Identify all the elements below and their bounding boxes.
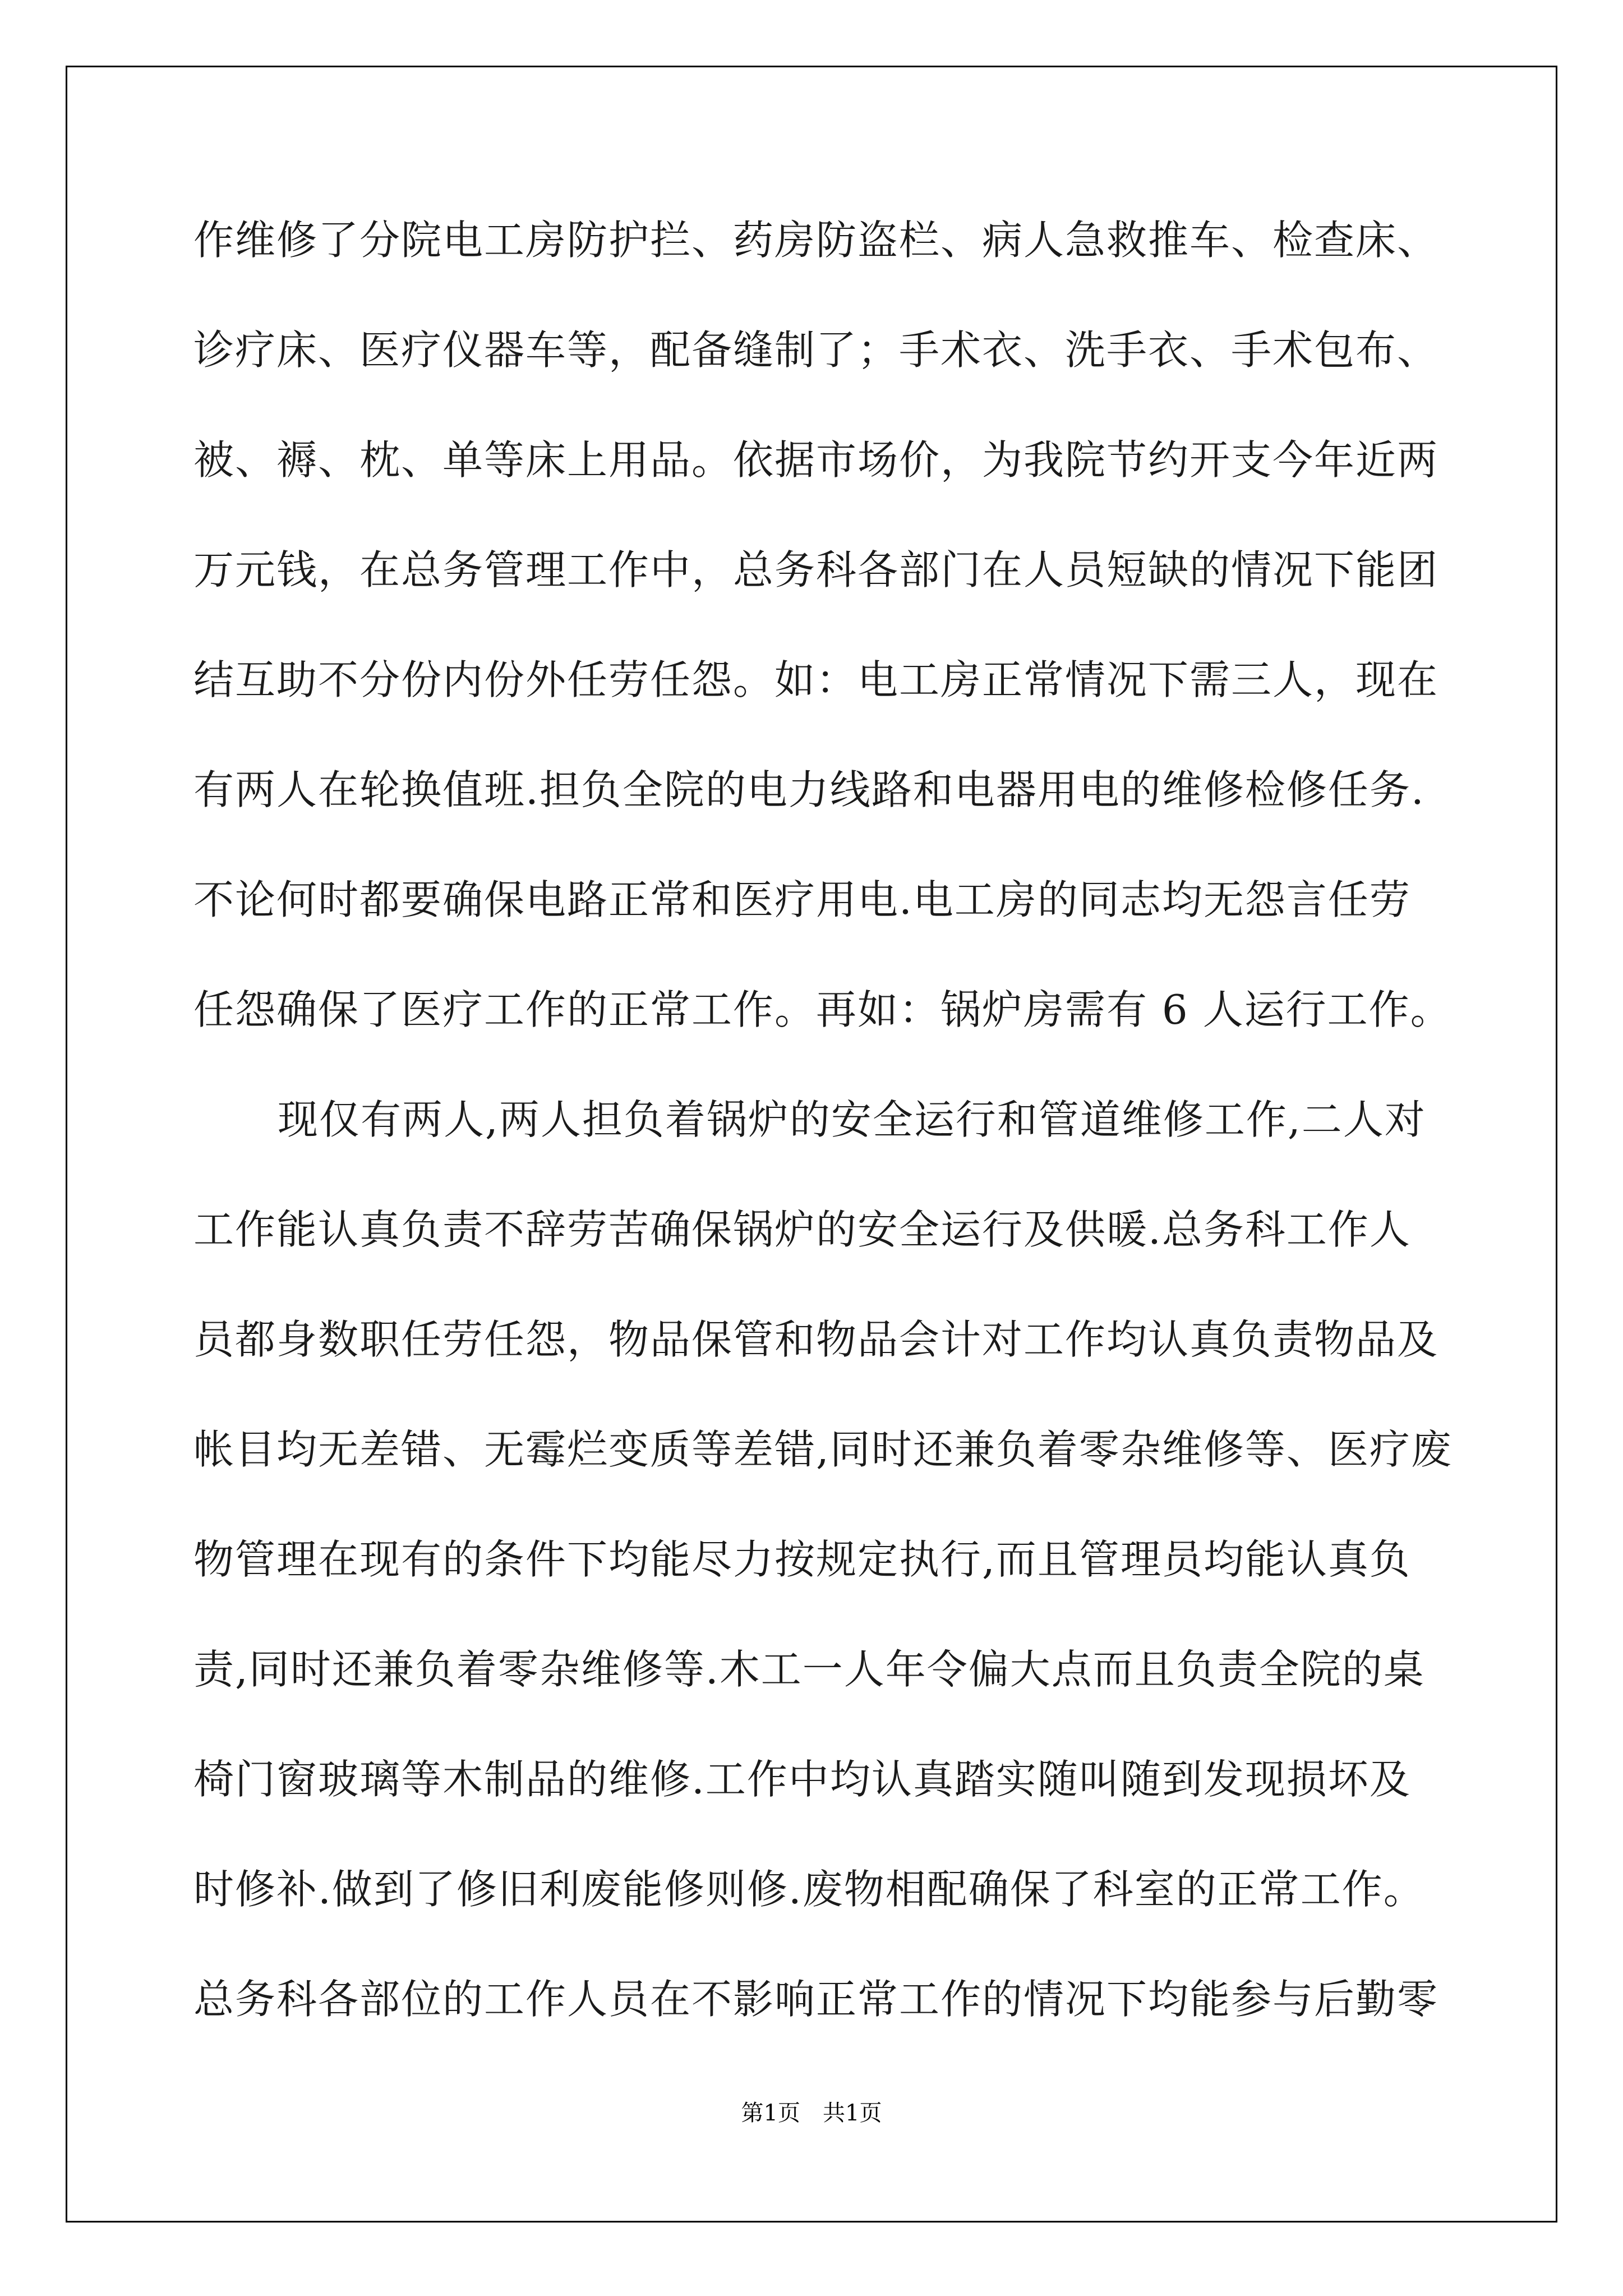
text-line: 工作能认真负责不辞劳苦确保锅炉的安全运行及供暖.总务科工作人 [193, 1206, 1411, 1253]
document-body [193, 185, 1453, 2054]
text-line: 万元钱，在总务管理工作中，总务科各部门在人员短缺的情况下能团 [193, 546, 1439, 593]
text-line: 有两人在轮换值班.担负全院的电力线路和电器用电的维修检修任务. [193, 766, 1425, 813]
text-line: 结互助不分份内份外任劳任怨。如：电工房正常情况下需三人，现在 [193, 656, 1439, 703]
text-line: 物管理在现有的条件下均能尽力按规定执行,而且管理员均能认真负 [193, 1536, 1411, 1583]
text-line: 时修补.做到了修旧利废能修则修.废物相配确保了科室的正常工作。 [193, 1866, 1425, 1913]
text-line: 诊疗床、医疗仪器车等，配备缝制了；手术衣、洗手衣、手术包布、 [193, 326, 1439, 374]
paragraph-start-line: 现仅有两人,两人担负着锅炉的安全运行和管道维修工作,二人对 [278, 1096, 1426, 1143]
text-line: 被、褥、枕、单等床上用品。依据市场价，为我院节约开支今年近两 [193, 436, 1439, 484]
page-footer [0, 2095, 1623, 2127]
page-total: 共1页 [823, 2100, 882, 2126]
text-line: 员都身数职任劳任怨，物品保管和物品会计对工作均认真负责物品及 [193, 1316, 1439, 1363]
text-line: 任怨确保了医疗工作的正常工作。再如：锅炉房需有 6 人运行工作。 [193, 986, 1452, 1033]
text-line: 帐目均无差错、无霉烂变质等差错,同时还兼负着零杂维修等、医疗废 [193, 1426, 1453, 1473]
text-line: 总务科各部位的工作人员在不影响正常工作的情况下均能参与后勤零 [193, 1976, 1439, 2023]
text-line: 作维修了分院电工房防护拦、药房防盗栏、病人急救推车、检查床、 [193, 217, 1439, 264]
page-number: 第1页 [741, 2100, 800, 2126]
text-line: 椅门窗玻璃等木制品的维修.工作中均认真踏实随叫随到发现损坏及 [193, 1756, 1411, 1803]
text-line: 不论何时都要确保电路正常和医疗用电.电工房的同志均无怨言任劳 [193, 876, 1411, 923]
text-line: 责,同时还兼负着零杂维修等.木工一人年令偏大点而且负责全院的桌 [193, 1646, 1425, 1693]
